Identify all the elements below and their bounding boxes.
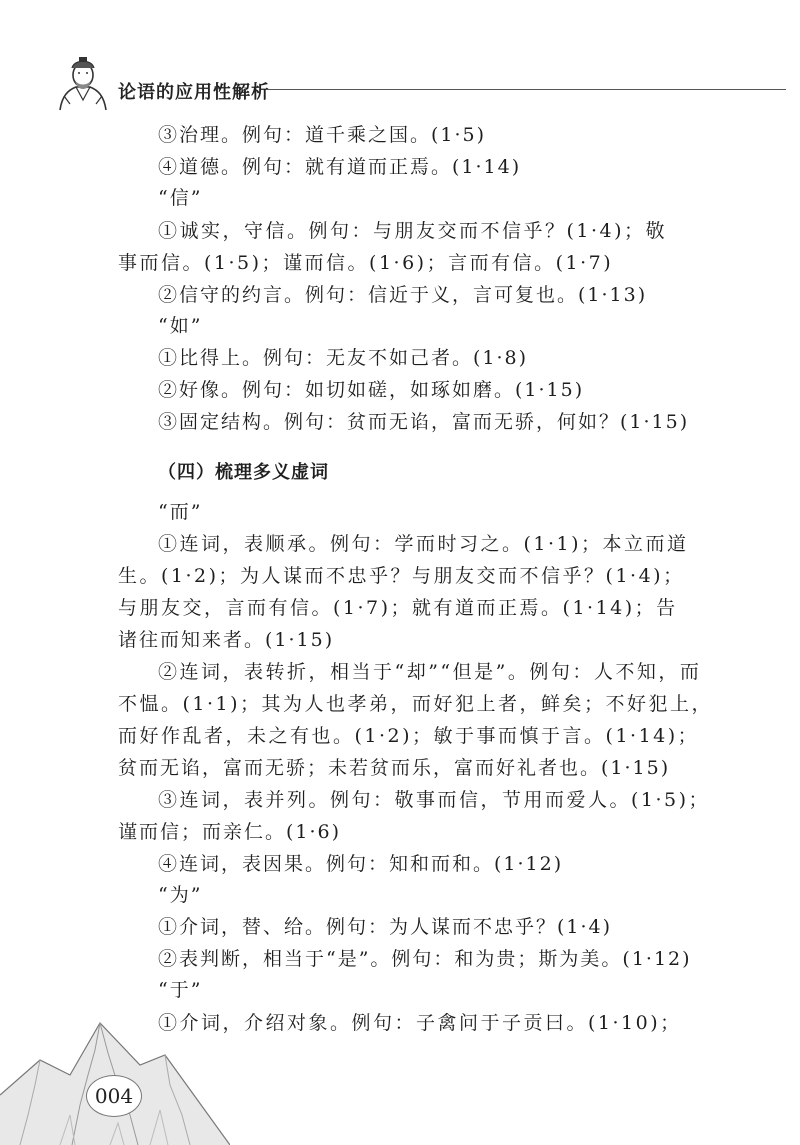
text-line: 而好作乱者，未之有也。(1·2)；敏于事而慎于言。(1·14)；	[118, 725, 700, 747]
page-number: 004	[86, 1075, 142, 1117]
text-line: 诸往而知来者。(1·15)	[118, 629, 335, 651]
text-line: “信”	[158, 187, 203, 209]
text-line: ①连词，表顺承。例句：学而时习之。(1·1)；本立而道	[158, 533, 689, 555]
text-line: ②信守的约言。例句：信近于义，言可复也。(1·13)	[158, 284, 648, 306]
text-line: ①诚实，守信。例句：与朋友交而不信乎？(1·4)；敬	[158, 220, 668, 242]
header-rule	[266, 89, 786, 90]
text-line: “为”	[158, 884, 203, 906]
text-line: 谨而信；而亲仁。(1·6)	[118, 821, 342, 843]
text-line: 贫而无谄，富而无骄；未若贫而乐，富而好礼者也。(1·15)	[118, 757, 671, 779]
text-line: ①介词，替、给。例句：为人谋而不忠乎？(1·4)	[158, 916, 613, 938]
text-line: “如”	[158, 315, 203, 337]
confucius-portrait-icon	[54, 56, 112, 112]
text-line: ④道德。例句：就有道而正焉。(1·14)	[158, 156, 522, 178]
header-title: 论语的应用性解析	[118, 82, 270, 103]
text-line: “于”	[158, 979, 203, 1001]
text-line: ③固定结构。例句：贫而无谄，富而无骄，何如？(1·15)	[158, 411, 690, 433]
text-line: 生。(1·2)；为人谋而不忠乎？与朋友交而不信乎？(1·4)；	[118, 565, 685, 587]
text-line: ②好像。例句：如切如磋，如琢如磨。(1·15)	[158, 379, 585, 401]
text-line: 事而信。(1·5)；谨而信。(1·6)；言而有信。(1·7)	[118, 252, 614, 274]
text-line: ②表判断，相当于“是”。例句：和为贵；斯为美。(1·12)	[158, 948, 692, 970]
text-line: “而”	[158, 501, 203, 523]
text-line: 不愠。(1·1)；其为人也孝弟，而好犯上者，鲜矣；不好犯上，	[118, 693, 714, 715]
text-line: ③治理。例句：道千乘之国。(1·5)	[158, 124, 487, 146]
text-line: ①介词，介绍对象。例句：子禽问于子贡曰。(1·10)；	[158, 1012, 682, 1034]
section-heading: （四）梳理多义虚词	[158, 462, 329, 483]
page-header	[0, 0, 800, 120]
text-line: ③连词，表并列。例句：敬事而信，节用而爱人。(1·5)；	[158, 789, 711, 811]
text-line: 与朋友交，言而有信。(1·7)；就有道而正焉。(1·14)；告	[118, 597, 678, 619]
text-line: ②连词，表转折，相当于“却”“但是”。例句：人不知，而	[158, 661, 702, 683]
text-line: ①比得上。例句：无友不如己者。(1·8)	[158, 347, 529, 369]
text-line: ④连词，表因果。例句：知和而和。(1·12)	[158, 853, 564, 875]
